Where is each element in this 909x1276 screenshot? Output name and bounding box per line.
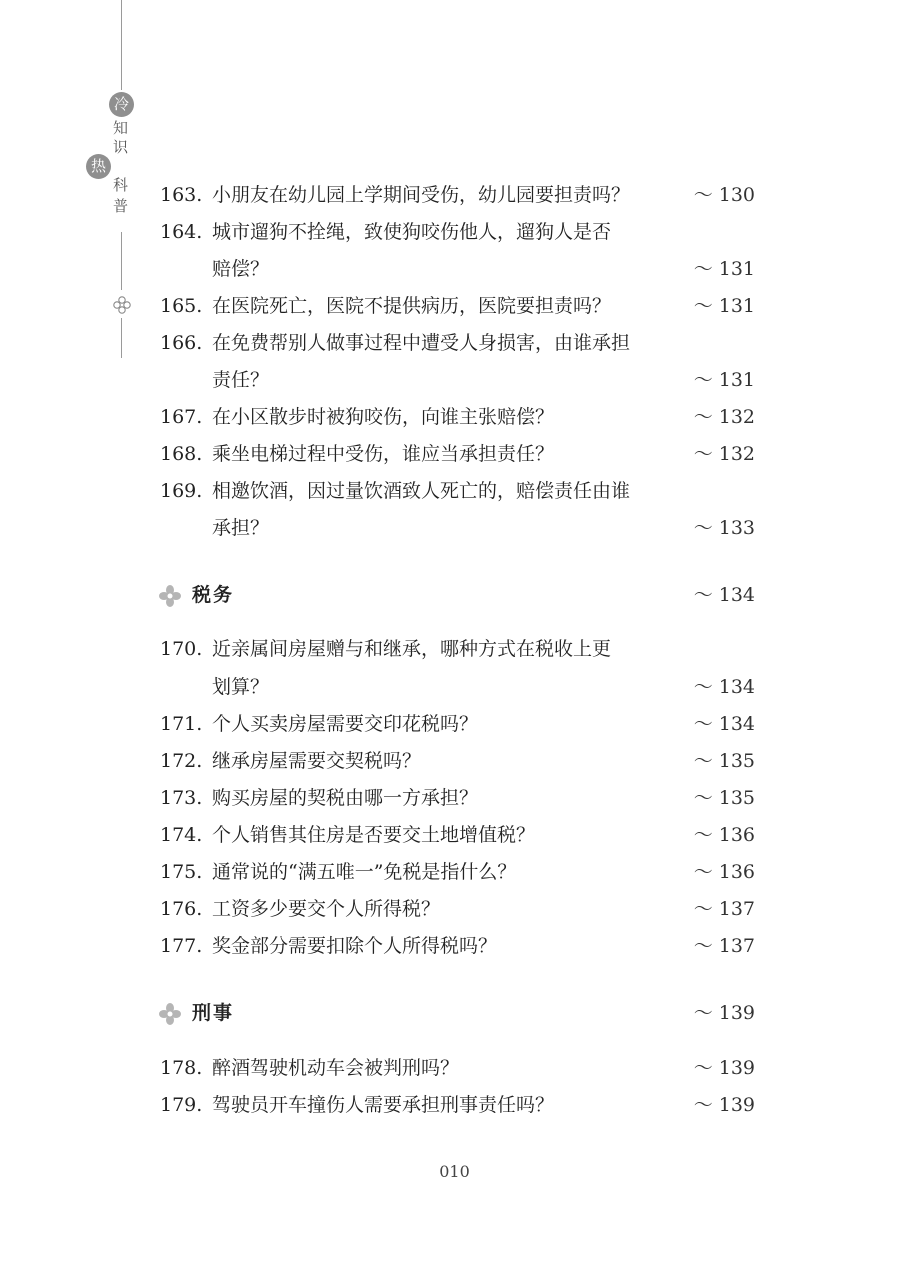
entry-title: 近亲属间房屋赠与和继承，哪种方式在税收上更 (212, 638, 612, 660)
toc-entry-173 (160, 783, 755, 813)
flower-icon (158, 1002, 182, 1026)
entry-number: 170. (160, 638, 203, 660)
entry-number: 164. (160, 221, 203, 243)
entry-number: 163. (160, 184, 203, 206)
toc-entry-168 (160, 439, 755, 469)
entry-number: 179. (160, 1094, 203, 1116)
entry-title: 个人买卖房屋需要交印花税吗？ (212, 713, 479, 735)
toc-entry-165 (160, 291, 755, 321)
entry-title: 相邀饮酒，因过量饮酒致人死亡的，赔偿责任由谁 (212, 480, 631, 502)
entry-page: ～ 134 (693, 713, 755, 735)
entry-title-continued: 承担？ (212, 517, 270, 539)
entry-page: ～ 135 (693, 787, 755, 809)
entry-number: 176. (160, 898, 203, 920)
toc-entry-166-cont (160, 365, 755, 395)
entry-title: 小朋友在幼儿园上学期间受伤，幼儿园要担责吗？ (212, 184, 631, 206)
entry-page: ～ 132 (693, 406, 755, 428)
flower-icon (158, 584, 182, 608)
entry-page: ～ 137 (693, 935, 755, 957)
sidebar-char-zhi: 知 (113, 119, 129, 137)
entry-page: ～ 133 (693, 517, 755, 539)
page-number: 010 (439, 1162, 470, 1181)
entry-number: 167. (160, 406, 203, 428)
section-page: ～ 134 (693, 584, 755, 606)
entry-title: 在免费帮别人做事过程中遭受人身损害，由谁承担 (212, 332, 631, 354)
entry-page: ～ 139 (693, 1094, 755, 1116)
entry-page: ～ 136 (693, 861, 755, 883)
toc-entry-170-cont (160, 672, 755, 702)
entry-number: 171. (160, 713, 203, 735)
entry-title: 醉酒驾驶机动车会被判刑吗？ (212, 1057, 460, 1079)
toc-entry-169 (160, 476, 755, 506)
entry-title: 工资多少要交个人所得税？ (212, 898, 441, 920)
entry-page: ～ 136 (693, 824, 755, 846)
entry-title: 个人销售其住房是否要交土地增值税？ (212, 824, 536, 846)
entry-title: 奖金部分需要扣除个人所得税吗？ (212, 935, 498, 957)
sidebar-char-pu: 普 (113, 197, 129, 215)
entry-title: 驾驶员开车撞伤人需要承担刑事责任吗？ (212, 1094, 555, 1116)
entry-page: ～ 135 (693, 750, 755, 772)
toc-entry-171 (160, 709, 755, 739)
toc-entry-174 (160, 820, 755, 850)
sidebar-char-shi: 识 (113, 138, 129, 156)
entry-title: 继承房屋需要交契税吗？ (212, 750, 422, 772)
entry-page: ～ 131 (693, 369, 755, 391)
entry-page: ～ 134 (693, 676, 755, 698)
toc-entry-164-cont (160, 254, 755, 284)
entry-title-continued: 赔偿？ (212, 258, 270, 280)
toc-entry-177 (160, 931, 755, 961)
section-title: 税务 (192, 584, 235, 606)
toc-entry-178 (160, 1053, 755, 1083)
section-heading-tax (158, 578, 755, 612)
toc-entry-166 (160, 328, 755, 358)
entry-title-continued: 划算？ (212, 676, 270, 698)
entry-title-continued: 责任？ (212, 369, 270, 391)
entry-number: 165. (160, 295, 203, 317)
toc-entry-163 (160, 180, 755, 210)
section-heading-criminal (158, 996, 755, 1030)
entry-title: 城市遛狗不拴绳，致使狗咬伤他人，遛狗人是否 (212, 221, 612, 243)
entry-title: 购买房屋的契税由哪一方承担？ (212, 787, 479, 809)
entry-page: ～ 132 (693, 443, 755, 465)
entry-page: ～ 137 (693, 898, 755, 920)
entry-number: 177. (160, 935, 203, 957)
toc-entry-167 (160, 402, 755, 432)
entry-title: 乘坐电梯过程中受伤，谁应当承担责任？ (212, 443, 555, 465)
entry-number: 173. (160, 787, 203, 809)
toc-entry-175 (160, 857, 755, 887)
entry-number: 175. (160, 861, 203, 883)
entry-number: 172. (160, 750, 203, 772)
toc-entry-169-cont (160, 513, 755, 543)
entry-page: ～ 131 (693, 295, 755, 317)
entry-page: ～ 131 (693, 258, 755, 280)
toc-entry-164 (160, 217, 755, 247)
toc-entry-176 (160, 894, 755, 924)
section-title: 刑事 (192, 1002, 235, 1024)
entry-page: ～ 130 (693, 184, 755, 206)
entry-title: 在小区散步时被狗咬伤，向谁主张赔偿？ (212, 406, 555, 428)
entry-number: 166. (160, 332, 203, 354)
toc-entry-172 (160, 746, 755, 776)
entry-number: 174. (160, 824, 203, 846)
entry-title: 在医院死亡，医院不提供病历，医院要担责吗？ (212, 295, 612, 317)
sidebar-char-ke: 科 (113, 176, 129, 194)
section-page: ～ 139 (693, 1002, 755, 1024)
entry-number: 178. (160, 1057, 203, 1079)
sidebar-circle-re: 热 (86, 154, 111, 179)
entry-title: 通常说的“满五唯一”免税是指什么？ (212, 861, 517, 883)
entry-page: ～ 139 (693, 1057, 755, 1079)
entry-number: 169. (160, 480, 203, 502)
entry-number: 168. (160, 443, 203, 465)
toc-entry-170 (160, 634, 755, 664)
toc-entry-179 (160, 1090, 755, 1120)
sidebar-circle-leng: 冷 (109, 92, 134, 117)
